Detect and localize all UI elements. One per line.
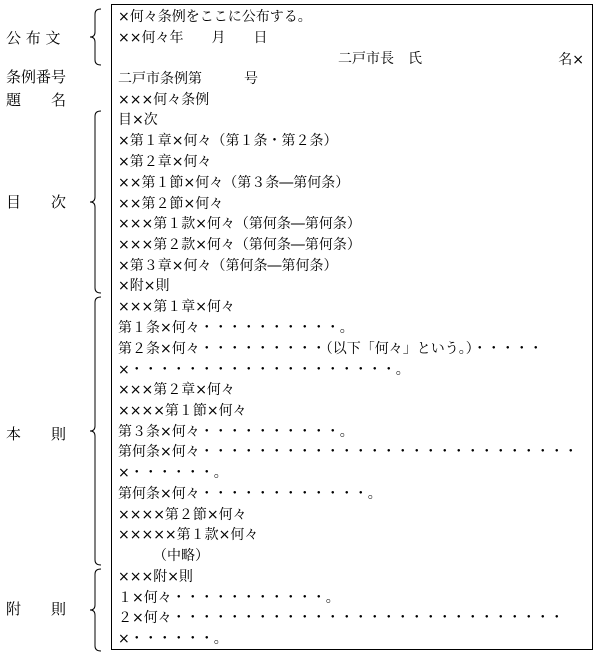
mayor-line: 二戸市長 氏 bbox=[338, 51, 422, 67]
label-supplementary: 附 則 bbox=[6, 600, 67, 618]
main-line: 第２条×何々・・・・・・・・・（以下「何々」という。）・・・・・ bbox=[118, 341, 543, 357]
toc-line: ×第２章×何々 bbox=[118, 154, 212, 170]
label-title: 題 名 bbox=[6, 91, 67, 109]
brace-main-provisions bbox=[89, 296, 103, 566]
mayor-name-suffix: 名× bbox=[558, 52, 584, 68]
main-line: 第１条×何々・・・・・・・・・・。 bbox=[118, 320, 354, 336]
toc-line: ×××第２款×何々（第何条―第何条） bbox=[118, 237, 361, 253]
toc-line: ×××第１款×何々（第何条―第何条） bbox=[118, 216, 361, 232]
label-main-provisions: 本 則 bbox=[6, 425, 67, 443]
brace-toc bbox=[89, 110, 103, 294]
brace-supplementary bbox=[89, 568, 103, 652]
toc-line: ××第２節×何々 bbox=[118, 196, 224, 212]
brace-promulgation bbox=[89, 8, 103, 66]
promulgation-line: ×何々条例をここに公布する。 bbox=[118, 9, 312, 25]
main-line: ×××第２章×何々 bbox=[118, 382, 235, 398]
main-line: ×××××第１款×何々 bbox=[118, 527, 259, 543]
label-promulgation: 公 布 文 bbox=[6, 29, 61, 47]
ordinance-title: ×××何々条例 bbox=[118, 92, 210, 108]
supplementary-line: ×××附×則 bbox=[118, 569, 193, 585]
toc-line: ×第１章×何々（第１条・第２条） bbox=[118, 133, 338, 149]
promulgation-date: ××何々年 月 日 bbox=[118, 30, 268, 46]
main-line: 第何条×何々・・・・・・・・・・・・。 bbox=[118, 486, 382, 502]
main-line: 第３条×何々・・・・・・・・・・。 bbox=[118, 424, 354, 440]
main-line: 第何条×何々・・・・・・・・・・・・・・・・・・・・・・・・・・・ bbox=[118, 444, 578, 460]
label-toc: 目 次 bbox=[6, 193, 67, 211]
main-line: ×・・・・・・。 bbox=[118, 465, 228, 481]
toc-line: ×第３章×何々（第何条―第何条） bbox=[118, 258, 338, 274]
label-ordinance-number: 条例番号 bbox=[6, 68, 67, 86]
main-line: ×・・・・・・・・・・・・・・・・・・・。 bbox=[118, 362, 410, 378]
main-line: ××××第１節×何々 bbox=[118, 403, 247, 419]
toc-line: ××第１節×何々（第３条―第何条） bbox=[118, 175, 350, 191]
toc-line: ×附×則 bbox=[118, 278, 170, 294]
supplementary-line: ２×何々・・・・・・・・・・・・・・・・・・・・・・・・・・・・ bbox=[118, 610, 564, 626]
main-line: ××××第２節×何々 bbox=[118, 507, 247, 523]
ordinance-number: 二戸市条例第 号 bbox=[118, 71, 258, 87]
supplementary-line: ×・・・・・・。 bbox=[118, 631, 228, 647]
main-line: ×××第１章×何々 bbox=[118, 299, 235, 315]
supplementary-line: １×何々・・・・・・・・・・・。 bbox=[118, 590, 340, 606]
toc-line: 目×次 bbox=[118, 112, 158, 128]
main-line: （中略） bbox=[118, 548, 209, 564]
